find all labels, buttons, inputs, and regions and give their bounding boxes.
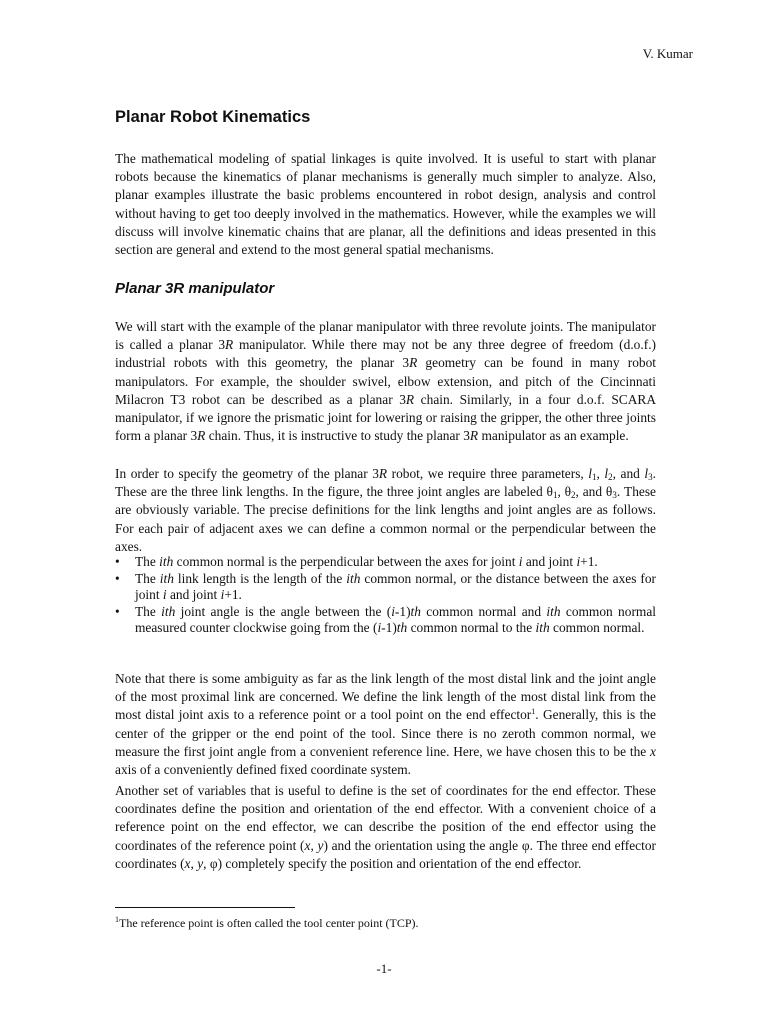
footnote-divider	[115, 907, 295, 908]
footnote-reference[interactable]: 1	[531, 707, 536, 717]
author-header: V. Kumar	[642, 46, 693, 61]
list-item: • The ith joint angle is the angle between the (i-1)th common normal and ith common normal measured counter clockwise going from the (i-1)th common normal to the ith common normal.	[115, 603, 656, 635]
section-title: Planar 3R manipulator	[115, 280, 275, 297]
definitions-list	[115, 554, 656, 637]
paragraph-end-effector: Another set of variables that is useful to define is the set of coordinates for the end effector. These coordinates define the position and orientation of the end effector. With a convenient choice of a reference point on the end effector, we can describe the position of the end effector using the coordinates of the reference point (x, y) and the orientation using the angle φ. The three end effector coordinates (x, y, φ) completely specify the position and orientation of the end effector.	[115, 783, 656, 871]
footnote: $^1$The reference point is often called the tool center point (TCP).	[115, 915, 419, 930]
list-item: • The ith link length is the length of the ith common normal, or the distance between the axes for joint i and joint i+1.	[115, 570, 657, 602]
page-number: -1-	[376, 961, 392, 976]
paragraph-planar-3r: We will start with the example of the planar manipulator with three revolute joints. The manipulator is called a planar 3R manipulator. While there may not be any three degree of freedom (d.o.f.) industrial robots with this geometry, the planar 3R geometry can be found in many robot manipulators. For example, the shoulder swivel, elbow extension, and pitch of the Cincinnati Milacron T3 robot can be described as a planar 3R chain. Similarly, in a four d.o.f. SCARA manipulator, if we ignore the prismatic joint for lowering or raising the gripper, the other three joints form a planar 3R chain. Thus, it is instructive to study the planar 3R manipulator as an example.	[115, 319, 656, 444]
page-title: Planar Robot Kinematics	[115, 108, 311, 126]
list-item: • The ith common normal is the perpendicular between the axes for joint i and joint i+1.	[115, 554, 598, 569]
paragraph-geometry: In order to specify the geometry of the planar 3R robot, we require three parameters, $l_1$, $l_2$, and $l_3$. These are the three link lengths. In the figure, the three joint angles are labeled $\theta_1$, $\theta_2$, and $\theta_3$. These are obviously variable. The precise definitions for the link lengths and joint angles are as follows. For each pair of adjacent axes we can define a common normal or the perpendicular between the axes.	[115, 466, 657, 554]
intro-paragraph: The mathematical modeling of spatial linkages is quite involved. It is useful to start with planar robots because the kinematics of planar mechanisms is generally much simpler to analyze. Also, planar examples illustrate the basic problems encountered in robot design, analysis and control without having to get too deeply involved in the mathematics. However, while the examples we will discuss will involve kinematic chains that are planar, all the definitions and ideas presented in this section are general and extend to the most general spatial mechanisms.	[115, 151, 656, 258]
paragraph-ambiguity: Note that there is some ambiguity as far as the link length of the most distal link and the joint angle of the most proximal link are concerned. We define the link length of the most distal link from the most distal joint axis to a reference point or a tool point on the end effector$^1$. Generally, this is the center of the gripper or the end point of the tool. Since there is no zeroth common normal, we measure the first joint angle from a convenient reference line. Here, we have chosen this to be the x axis of a conveniently defined fixed coordinate system.	[115, 671, 656, 778]
